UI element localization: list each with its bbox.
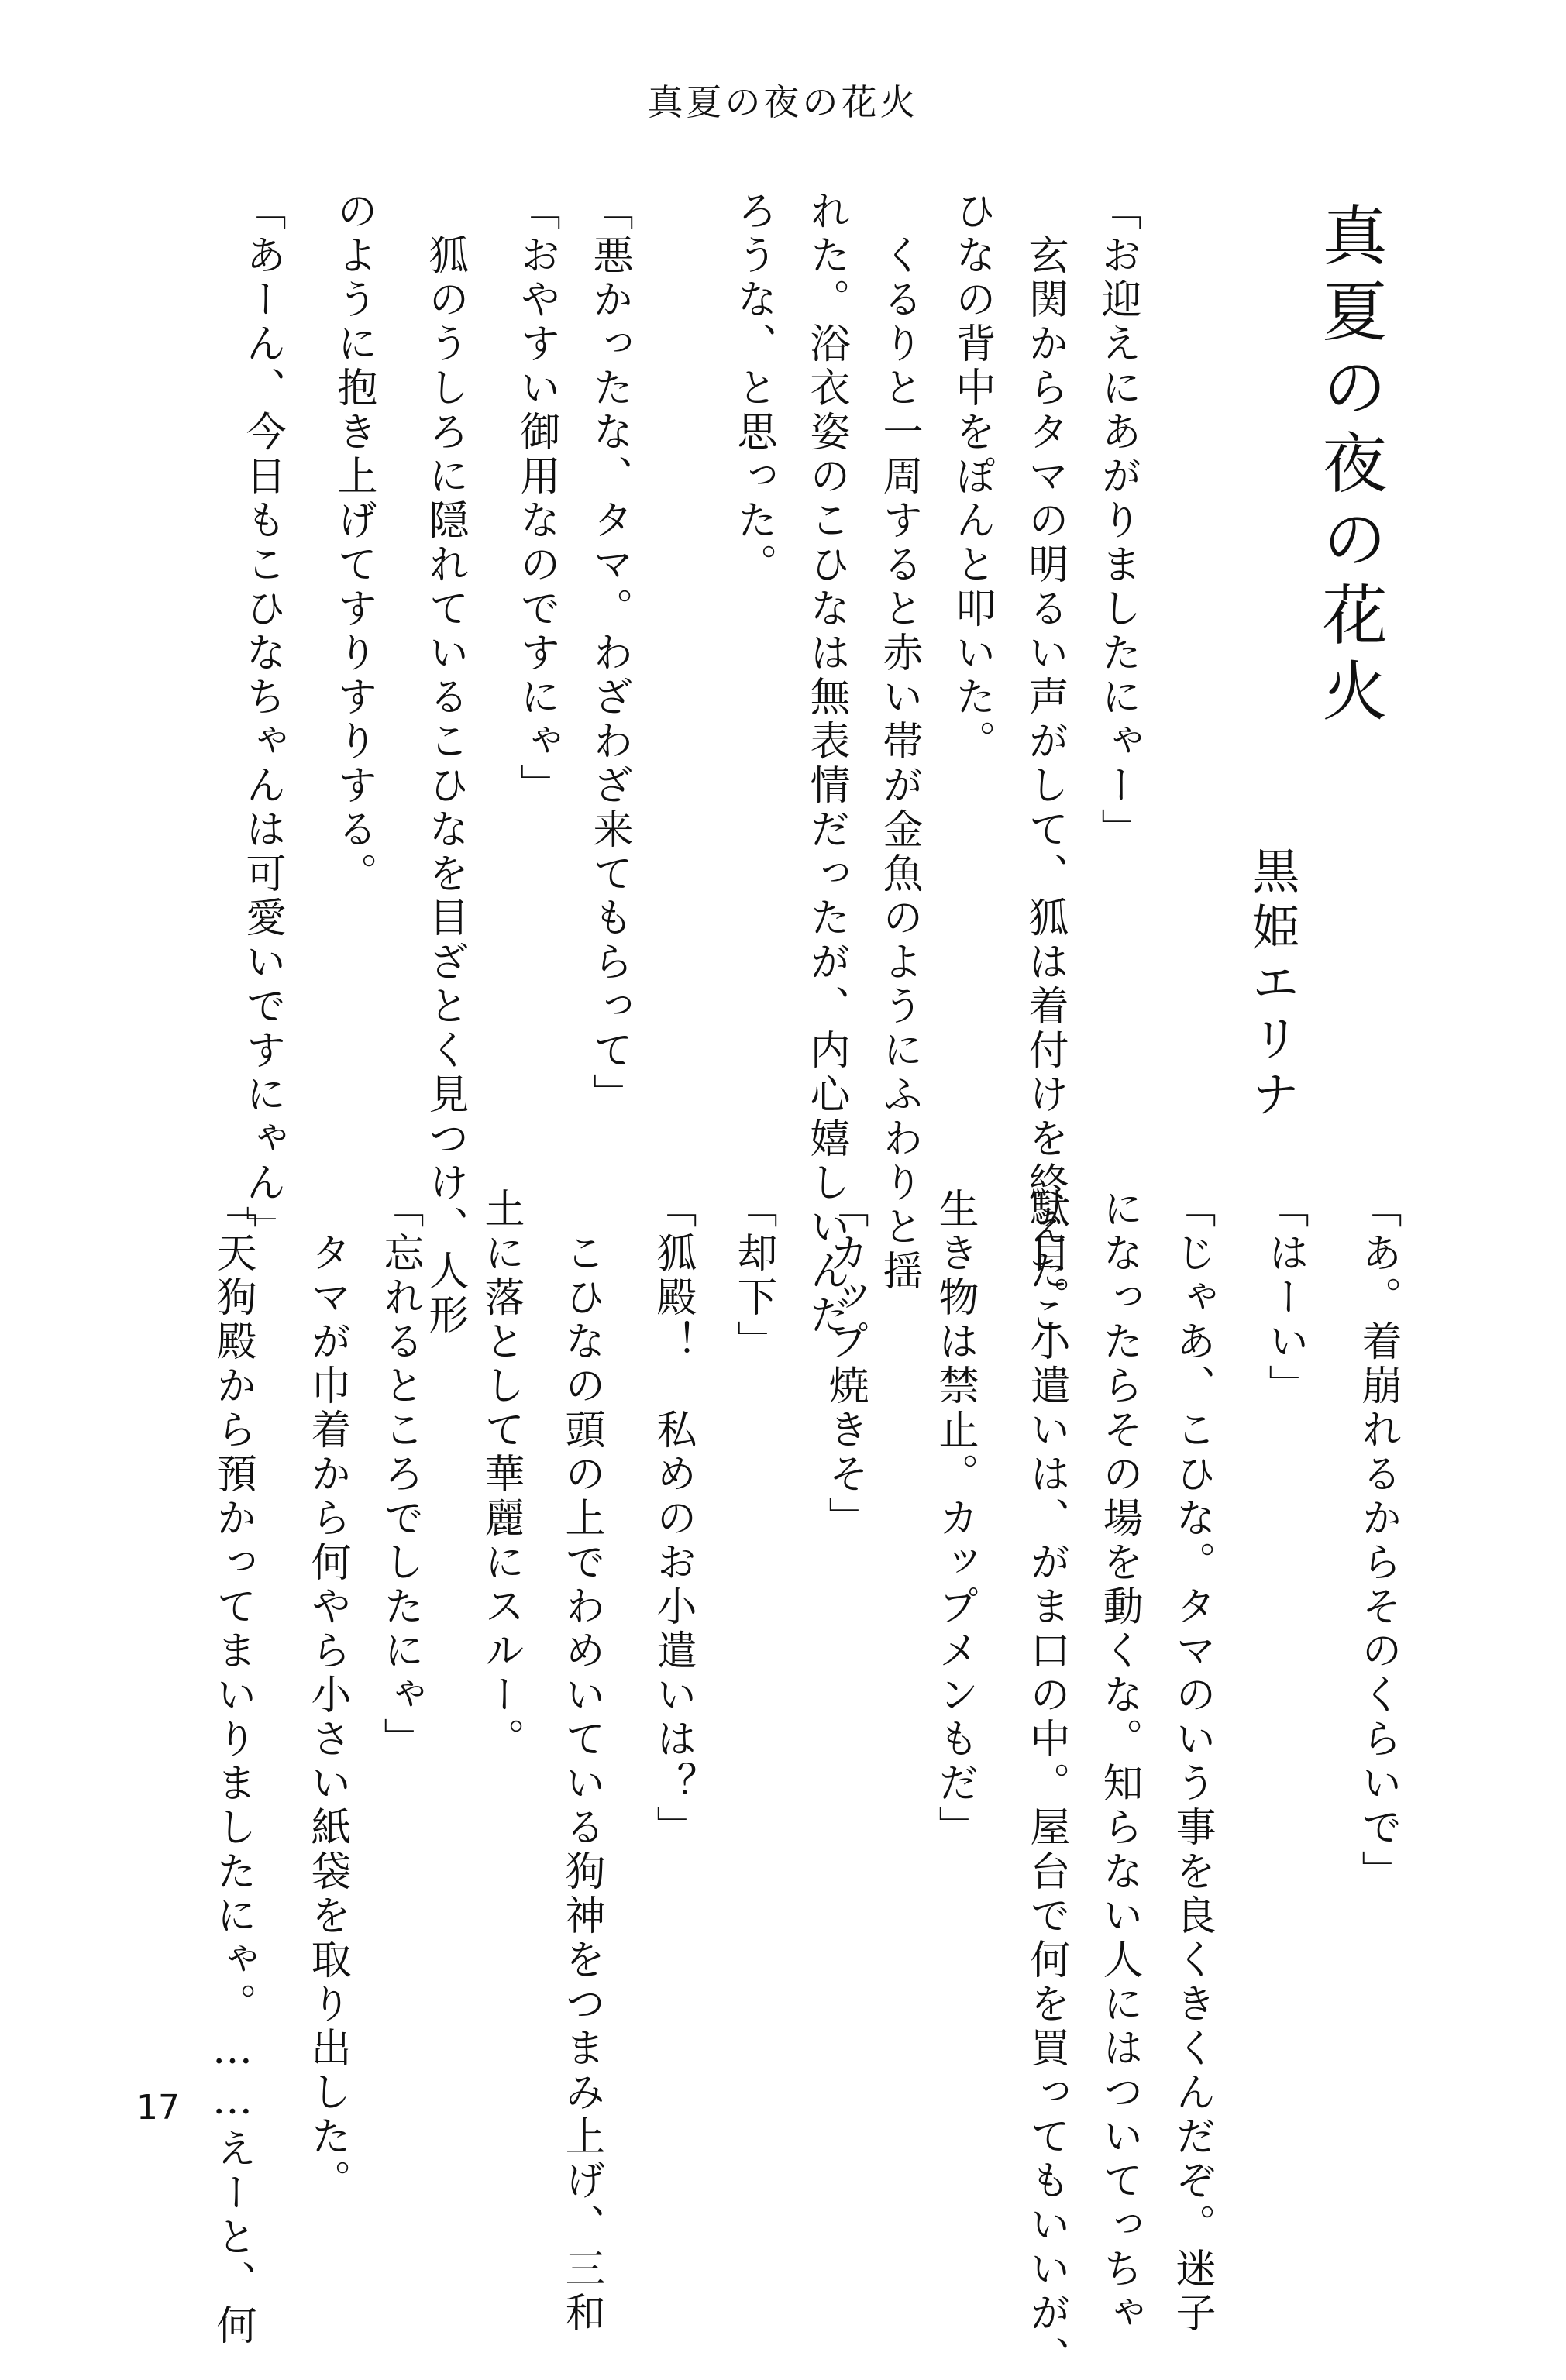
upper-text-line: れた。浴衣姿のこひなは無表情だったが、内心嬉しいんだ (803, 190, 849, 1338)
upper-text-line: ろうな、と思った。 (730, 190, 776, 587)
running-header-title: 真夏の夜の花火 (647, 81, 919, 123)
upper-text-line: ひなの背中をぽんと叩いた。 (948, 190, 995, 764)
lower-text-line: 「はーい」 (1261, 1188, 1308, 1408)
lower-text-line: 「じゃあ、こひな。タマのいう事を良くきくんだぞ。迷子 (1168, 1188, 1215, 2336)
lower-text-line: 駄目。小遣いは、がま口の中。屋台で何を買ってもいいが、 (1023, 1188, 1069, 2380)
lower-text-line: 生き物は禁止。カップメンもだ」 (931, 1188, 978, 1850)
lower-text-line: こひなの頭の上でわめいている狗神をつまみ上げ、三和 (558, 1188, 604, 2336)
upper-text-line: 「お迎えにあがりましたにゃー」 (1094, 190, 1141, 852)
lower-text-line: 「却下」 (730, 1188, 776, 1364)
story-author: 黒姫エリナ (1244, 846, 1300, 1125)
story-title: 真夏の夜の花火 (1312, 201, 1388, 733)
lower-text-line: 土に落として華麗にスルー。 (477, 1188, 524, 1762)
lower-text-line: 「狐殿！ 私めのお小遣いは？」 (649, 1188, 696, 1850)
lower-text-line: タマが巾着から何やら小さい紙袋を取り出した。 (304, 1188, 350, 2203)
lower-text-line: 「天狗殿から預かってまいりましたにゃ。……えーと、何 (209, 1188, 256, 2348)
upper-text-line: 「悪かったな、タマ。わざわざ来てもらって」 (586, 190, 632, 1117)
upper-text-line: 「おやすい御用なのですにゃ」 (513, 190, 559, 808)
lower-text-line: 「忘れるところでしたにゃ」 (377, 1188, 423, 1762)
upper-text-line: のように抱き上げてすりすりする。 (330, 190, 377, 896)
lower-text-line: 「カップ焼きそ」 (821, 1188, 868, 1541)
lower-text-line: 「あ。着崩れるからそのくらいで」 (1354, 1188, 1401, 1894)
lower-text-line: になったらその場を動くな。知らない人にはついてっちゃ (1096, 1188, 1142, 2336)
upper-text-line: くるりと一周すると赤い帯が金魚のようにふわりと揺 (876, 190, 922, 1294)
page-number: 17 (136, 2088, 180, 2127)
upper-text-line: 狐のうしろに隠れているこひなを目ざとく見つけ、人形 (422, 190, 468, 1338)
upper-text-line: 玄関からタマの明るい声がして、狐は着付けを終えたこ (1021, 190, 1068, 1338)
upper-text-line: 「あーん、今日もこひなちゃんは可愛いですにゃん」 (239, 190, 285, 1250)
